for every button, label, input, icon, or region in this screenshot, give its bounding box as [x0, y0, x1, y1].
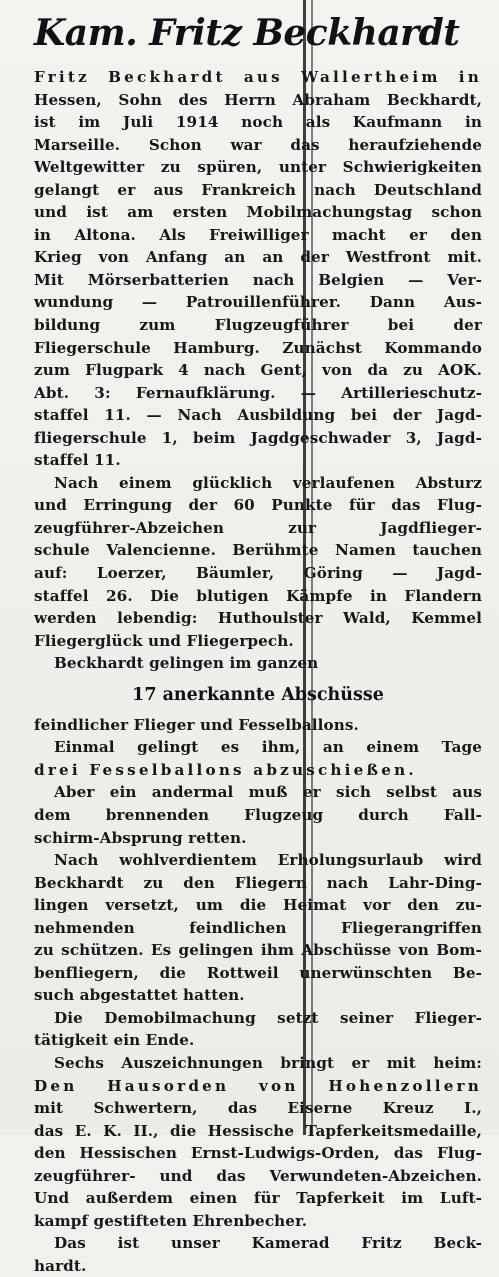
text-line: in Altona. Als Freiwilliger macht er den	[34, 225, 482, 244]
text-line: schule Valencienne. Berühmte Namen tauchen	[34, 541, 482, 560]
text-line: Abt. 3: Fernaufklärung. — Artillerieschutz-	[34, 383, 482, 402]
text-line: zeugführer-Abzeichen zur Jagdflieger-	[34, 518, 482, 537]
article-title: Kam. Fritz Beckhardt	[34, 12, 460, 54]
text-line: Aber ein andermal muß er sich selbst aus	[54, 783, 482, 802]
text-line: Mit Mörserbatterien nach Belgien — Ver-	[34, 270, 482, 289]
text-line: Fliegerschule Hamburg. Zunächst Kommando	[34, 338, 482, 357]
text-line: zu schützen. Es gelingen ihm Abschüsse von Bom-	[34, 941, 482, 960]
text-line: Sechs Auszeichnungen bringt er mit heim:	[54, 1053, 482, 1072]
text-line: Das ist unser Kamerad Fritz Beck-	[54, 1234, 482, 1253]
section-subheading: 17 anerkannte Abschüsse	[132, 684, 384, 705]
text-line: ist im Juli 1914 noch als Kaufmann in	[34, 113, 482, 132]
text-line: wundung — Patrouillenführer. Dann Aus-	[34, 293, 482, 312]
text-line: das E. K. II., die Hessische Tapferkeitsmedaille,	[34, 1121, 482, 1140]
text-line: Fritz Beckhardt aus Wallertheim in	[34, 68, 482, 86]
text-line: und Erringung der 60 Punkte für das Flug-	[34, 496, 482, 515]
text-line: feindlicher Flieger und Fesselballons.	[34, 715, 359, 734]
text-line: gelangt er aus Frankreich nach Deutschland	[34, 180, 482, 199]
text-line: Beckhardt gelingen im ganzen	[54, 654, 319, 673]
text-line: und ist am ersten Mobilmachungstag schon	[34, 203, 482, 222]
text-line: Den Hausorden von Hohenzollern	[34, 1076, 482, 1095]
text-line: such abgestattet hatten.	[34, 986, 245, 1005]
text-line: fliegerschule 1, beim Jagdgeschwader 3, Jagd-	[34, 428, 482, 447]
text-line: nehmenden feindlichen Fliegerangriffen	[34, 918, 482, 937]
text-line: tätigkeit ein Ende.	[34, 1031, 195, 1050]
text-line: bildung zum Flugzeugführer bei der	[34, 316, 482, 335]
text-line: Nach wohlverdientem Erholungsurlaub wird	[54, 851, 482, 870]
text-line: schirm-Absprung retten.	[34, 828, 247, 847]
text-line: zum Flugpark 4 nach Gent, von da zu AOK.	[34, 361, 482, 380]
text-line: Fliegerglück und Fliegerpech.	[34, 631, 294, 650]
text-line: Beckhardt zu den Fliegern nach Lahr-Ding-	[34, 873, 482, 892]
text-line: Marseille. Schon war das heraufziehende	[34, 135, 482, 154]
text-line: Krieg von Anfang an an der Westfront mit.	[34, 248, 482, 267]
text-line: staffel 11.	[34, 451, 121, 470]
text-line: drei Fesselballons abzuschießen.	[34, 760, 417, 779]
text-line: zeugführer- und das Verwundeten-Abzeichen.	[34, 1166, 482, 1185]
text-line: Und außerdem einen für Tapferkeit im Luft-	[34, 1189, 482, 1208]
text-line: hardt.	[34, 1256, 87, 1275]
text-line: den Hessischen Ernst-Ludwigs-Orden, das Flug-	[34, 1144, 482, 1163]
text-line: dem brennenden Flugzeug durch Fall-	[34, 805, 482, 824]
article-body	[34, 66, 482, 1277]
text-line: staffel 26. Die blutigen Kämpfe in Flandern	[34, 586, 482, 605]
text-line: Nach einem glücklich verlaufenen Absturz	[54, 473, 482, 492]
text-line: Einmal gelingt es ihm, an einem Tage	[54, 738, 482, 757]
text-line: mit Schwertern, das Eiserne Kreuz I.,	[34, 1099, 482, 1118]
text-line: Die Demobilmachung setzt seiner Flieger-	[54, 1008, 482, 1027]
text-line: werden lebendig: Huthoulster Wald, Kemmel	[34, 609, 482, 628]
text-line: Hessen, Sohn des Herrn Abraham Beckhardt,	[34, 90, 482, 109]
text-line: lingen versetzt, um die Heimat vor den zu-	[34, 896, 482, 915]
text-line: auf: Loerzer, Bäumler, Göring — Jagd-	[34, 564, 482, 583]
text-line: staffel 11. — Nach Ausbildung bei der Jagd-	[34, 406, 482, 425]
text-line: kampf gestifteten Ehrenbecher.	[34, 1211, 308, 1230]
text-line: Weltgewitter zu spüren, unter Schwierigkeiten	[34, 158, 482, 177]
text-line: benfliegern, die Rottweil unerwünschten Be-	[34, 963, 482, 982]
